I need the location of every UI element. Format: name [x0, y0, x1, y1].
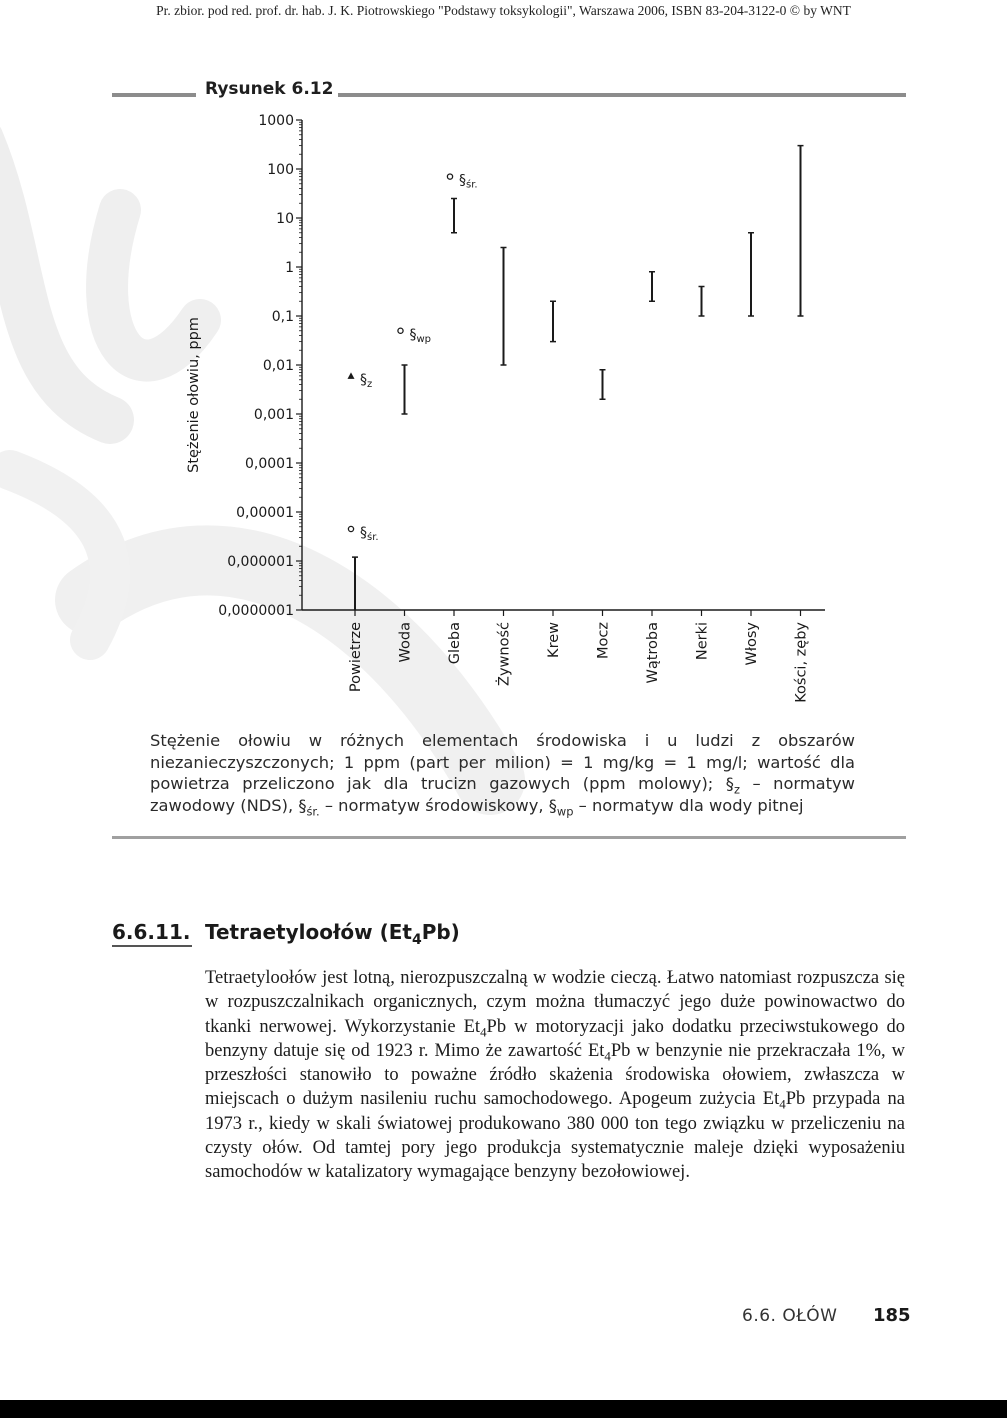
- section-title-text: Tetraetyloołów (Et: [205, 920, 412, 944]
- y-tick-label: 0,0000001: [218, 603, 294, 619]
- caption-sub-sr: śr.: [306, 803, 320, 818]
- section-title: [205, 920, 460, 948]
- y-tick-label: 0,01: [262, 358, 294, 374]
- caption-sub-wp: wp: [556, 803, 574, 818]
- caption-sub-z: z: [733, 782, 740, 797]
- y-tick-label: 0,000001: [227, 554, 294, 570]
- y-tick-label: 0,1: [271, 309, 294, 325]
- norm-symbol: §: [459, 172, 466, 189]
- figure-rule-right: [338, 93, 906, 97]
- caption-text: – normatyw środowiskowy, §: [319, 795, 557, 815]
- norm-symbol: §: [360, 524, 367, 541]
- norm-marker-label: [459, 173, 478, 191]
- y-tick-label: 0,0001: [245, 456, 294, 472]
- x-tick-label: Krew: [546, 622, 562, 658]
- page-number: 185: [873, 1305, 911, 1326]
- body-sub: 4: [779, 1097, 786, 1113]
- figure-caption: [150, 730, 855, 816]
- y-tick-label: 10: [276, 211, 294, 227]
- x-tick-label: Kości, zęby: [793, 622, 810, 703]
- body-sub: 4: [480, 1024, 487, 1040]
- x-tick-label: Wątroba: [645, 622, 661, 684]
- caption-text: Stężenie ołowiu w różnych elementach środowiska i u ludzi z obszarów niezanieczyszczonych; 1 ppm (part per milion) = 1 mg/kg = 1 mg/l; wartość dla powietrza przeliczono jak dla trucizn gazowych (ppm molowy); §: [150, 731, 855, 793]
- y-tick-label: 0,001: [253, 407, 294, 423]
- x-tick-label: Gleba: [447, 622, 463, 665]
- section-number-underline: [112, 945, 192, 947]
- body-text: Pb w benzynie nie przekraczała 1%, w przeszłości stanowiło to poważne źródło skażenia środowiska ołowiem, zwłaszcza w miejscach o dużym nasileniu ruchu samochodowego. Apogeum zużycia Et: [205, 1040, 905, 1110]
- lead-concentration-chart: [175, 105, 845, 720]
- footer-section-name: 6.6. OŁÓW: [742, 1306, 838, 1326]
- x-tick-label: Woda: [397, 622, 414, 663]
- caption-rule: [112, 836, 906, 839]
- body-text: Pb przypada na 1973 r., kiedy w skali światowej produkowano 380 000 ton tego związku w przeliczeniu na czysty ołów. Od tamtej pory jego produkcja systematycznie maleje dzięki wyposażeniu samochodów w katalizatory wymagające benzyny bezołowiowej.: [205, 1089, 905, 1183]
- y-tick-label: 100: [267, 162, 294, 178]
- x-tick-label: Powietrze: [348, 622, 364, 693]
- body-sub: 4: [604, 1048, 611, 1064]
- figure-rule-left: [112, 93, 196, 97]
- section-title-text: Pb): [421, 920, 460, 944]
- norm-marker-triangle: [348, 372, 355, 379]
- norm-marker-circle: [447, 174, 452, 179]
- y-tick-label: 0,00001: [236, 505, 294, 521]
- running-header: Pr. zbior. pod red. prof. dr. hab. J. K. Piotrowskiego "Podstawy toksykologii", Warszawa 2006, ISBN 83-204-3122-0 © by WNT: [156, 3, 851, 18]
- norm-marker-label: [360, 372, 372, 390]
- section-number: 6.6.11.: [112, 920, 191, 944]
- norm-marker-circle: [348, 526, 353, 531]
- norm-marker-label: [410, 327, 432, 345]
- body-text: Pb w motoryzacji jako dodatku przeciwstukowego do benzyny datuje się od 1923 r. Mimo że zawartość Et: [205, 1016, 905, 1061]
- body-paragraph: [205, 966, 905, 1185]
- norm-subscript: śr.: [466, 179, 478, 191]
- norm-symbol: §: [409, 326, 417, 343]
- section-title-sub: 4: [411, 932, 422, 948]
- x-tick-label: Żywność: [496, 622, 513, 686]
- norm-marker-label: [360, 525, 379, 543]
- norm-subscript: wp: [416, 333, 432, 345]
- y-tick-label: 1: [285, 260, 294, 276]
- x-tick-label: Mocz: [595, 622, 612, 659]
- figure-label: Rysunek 6.12: [205, 79, 334, 99]
- body-text: Tetraetyloołów jest lotną, nierozpuszczalną w wodzie cieczą. Łatwo natomiast rozpuszcza się w rozpuszczalnikach organicznych, czym można tłumaczyć jego duże powinowactwo do tkanki nerwowej. Wykorzystanie Et: [205, 968, 905, 1037]
- norm-subscript: z: [367, 378, 373, 390]
- x-tick-label: Włosy: [744, 622, 760, 666]
- caption-text: – normatyw zawodowy (NDS), §: [150, 774, 855, 815]
- x-tick-label: Nerki: [694, 622, 711, 661]
- norm-symbol: §: [360, 371, 367, 388]
- y-tick-label: 1000: [258, 113, 294, 129]
- norm-marker-circle: [398, 328, 403, 333]
- caption-text: – normatyw dla wody pitnej: [573, 795, 804, 815]
- norm-subscript: śr.: [367, 531, 379, 543]
- y-axis-title: Stężenie ołowiu, ppm: [186, 317, 202, 473]
